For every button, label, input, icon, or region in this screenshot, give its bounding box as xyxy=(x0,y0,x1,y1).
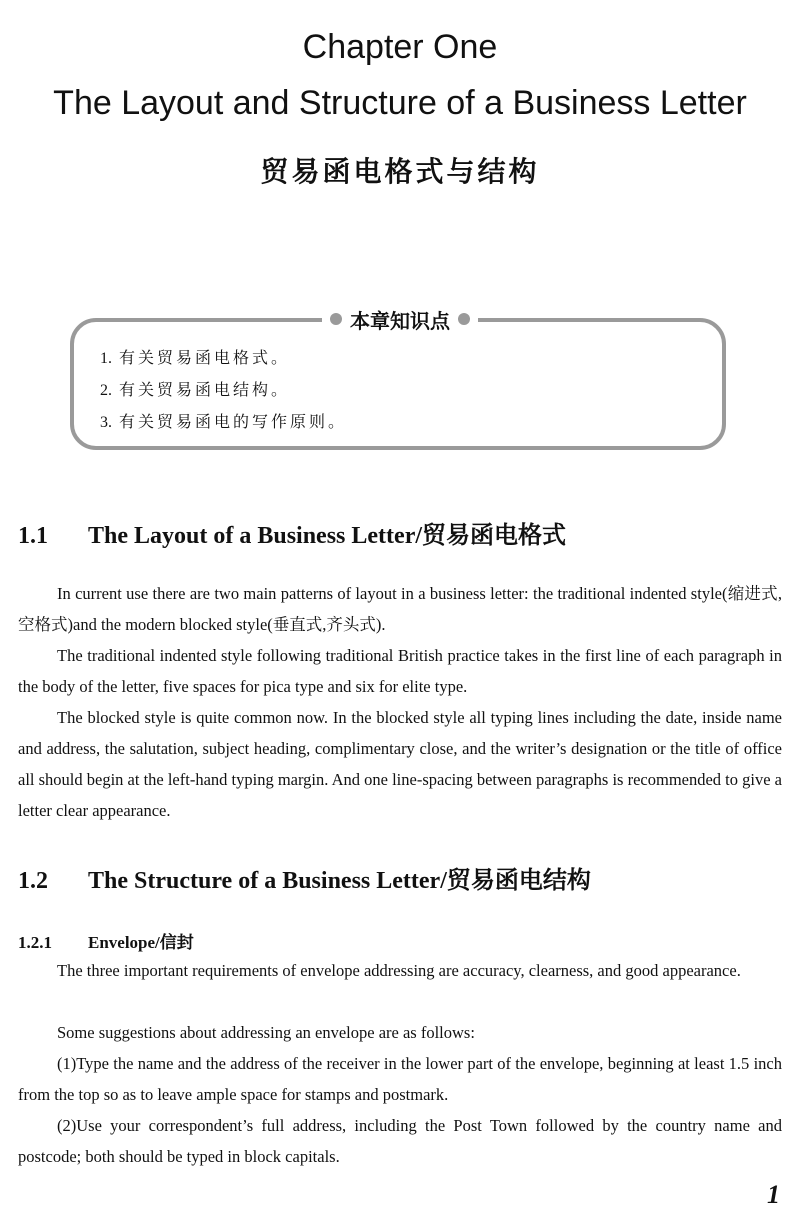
page-number: 1 xyxy=(767,1180,780,1209)
subsection-heading-1-2-1: 1.2.1 Envelope/信封 xyxy=(18,933,194,952)
list-item: 2. 有关贸易函电结构。 xyxy=(100,382,291,399)
key-points-list xyxy=(100,343,347,439)
section-heading-1-1: 1.1 The Layout of a Business Letter/贸易函电格式 xyxy=(18,523,567,549)
paragraph: Some suggestions about addressing an envelope are as follows: xyxy=(57,1023,475,1042)
paragraph: The traditional indented style following traditional British practice takes in the first line of each paragraph in the body of the letter, five spaces for pica type and six for elite type. xyxy=(18,646,782,696)
key-points-title: 本章知识点 xyxy=(350,308,450,333)
chapter-number: Chapter One xyxy=(302,28,498,66)
paragraph: The blocked style is quite common now. In the blocked style all typing lines including the date, inside name and address, the salutation, subject heading, complimentary close, and the writer’s designation or the title of office all should begin at the left-hand typing margin. And one line-spacing between paragraphs is recommended to give a letter clear appearance. xyxy=(18,708,782,820)
list-item: 3. 有关贸易函电的写作原则。 xyxy=(100,414,348,431)
chapter-title: The Layout and Structure of a Business Letter xyxy=(53,84,747,122)
paragraph: (1)Type the name and the address of the receiver in the lower part of the envelope, beginning at least 1.5 inch from the top so as to leave ample space for stamps and postmark. xyxy=(18,1054,782,1104)
dot-icon xyxy=(330,313,342,325)
key-points-header xyxy=(322,304,478,334)
chapter-title-chinese: 贸易函电格式与结构 xyxy=(260,155,540,188)
section-heading-1-2: 1.2 The Structure of a Business Letter/贸易函电结构 xyxy=(18,868,591,894)
dot-icon xyxy=(458,313,470,325)
paragraph: In current use there are two main patterns of layout in a business letter: the traditional indented style(缩进式,空格式)and the modern blocked style(垂直式,齐头式). xyxy=(18,584,782,634)
paragraph: The three important requirements of envelope addressing are accuracy, clearness, and good appearance. xyxy=(57,961,741,980)
paragraph: (2)Use your correspondent’s full address, including the Post Town followed by the country name and postcode; both should be typed in block capitals. xyxy=(18,1116,782,1166)
list-item: 1. 有关贸易函电格式。 xyxy=(100,350,291,367)
